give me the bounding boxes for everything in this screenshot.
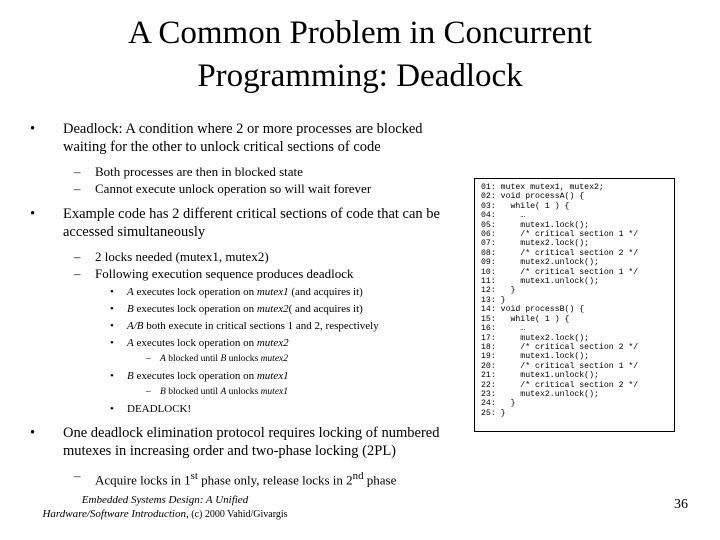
bullet-text: Example code has 2 different critical sections of code that can be accessed simultaneously [63,206,440,240]
bullet-list [30,120,460,489]
mutex-name: mutex1 [256,286,289,298]
process-name: B [220,354,227,364]
sequence-text: executes lock operation on [133,286,257,298]
mutex-name: mutex2 [256,303,289,315]
sub-bullet-text: phase [363,472,397,488]
process-name: B [127,303,134,315]
sub-bullet-text: Cannot execute unlock operation so will wait forever [95,181,372,196]
code-line: 24: } [481,399,516,409]
title-line-2: Programming: Deadlock [197,58,523,94]
dash-mark: – [146,387,151,397]
sequence-item [30,369,460,383]
code-line: 04: … [481,211,526,221]
sub-bullet [30,266,460,282]
dash-mark: – [74,468,81,483]
bullet-mark: • [110,370,114,382]
superscript: nd [352,470,364,482]
sequence-item [30,336,460,350]
sequence-text: (and acquires it) [288,286,363,298]
code-line: 13: } [481,295,506,305]
mutex-name: mutex1 [260,387,288,397]
bullet-mark: • [30,425,36,441]
code-line: 08: /* critical section 2 */ [481,248,639,258]
sequence-item [30,285,460,299]
sequence-text: blocked until [165,387,221,397]
bullet-mark: • [110,320,114,332]
bullet-deadlock-elimination [30,424,460,460]
sequence-text: executes lock operation on [133,303,257,315]
sequence-text: executes lock operation on [133,370,257,382]
footer-copyright: (c) 2000 Vahid/Givargis [188,509,288,520]
mutex-name: mutex2 [256,337,289,349]
code-line: 25: } [481,408,506,418]
dash-mark: – [74,181,81,196]
sub-bullet-text: Following execution sequence produces deadlock [95,266,354,281]
deadlock-label: DEADLOCK! [127,403,192,415]
dash-mark: – [74,249,81,264]
sequence-text: ( and acquires it) [288,303,363,315]
code-line: 15: while( 1 ) { [481,314,570,324]
code-line: 14: void processB() { [481,305,585,315]
slide-title [0,12,720,98]
sequence-text: unlocks [226,354,261,364]
bullet-mark: • [30,206,36,222]
code-line: 20: /* critical section 1 */ [481,361,639,371]
code-line: 19: mutex1.lock(); [481,352,590,362]
sub-bullet [30,164,460,180]
code-line: 21: mutex1.unlock(); [481,371,599,381]
sub-bullet-text: phase only, release locks in 2 [197,472,353,488]
bullet-text: One deadlock elimination protocol requires locking of numbered mutexes in increasing order and two-phase locking (2PL) [63,425,440,459]
code-line: 09: mutex2.unlock(); [481,258,599,268]
process-name: B [127,370,134,382]
bullet-mark: • [110,403,114,415]
bullet-mark: • [110,303,114,315]
mutex-name: mutex2 [260,354,288,364]
bullet-mark: • [110,337,114,349]
bullet-mark: • [30,121,36,137]
code-line: 06: /* critical section 1 */ [481,230,639,240]
sequence-item [30,302,460,316]
code-line: 12: } [481,286,516,296]
code-line: 16: … [481,324,526,334]
code-listing [474,178,675,432]
sub-bullet [30,249,460,265]
sequence-text: both execute in critical sections 1 and 2, respectively [143,320,379,332]
code-line: 07: mutex2.lock(); [481,239,590,249]
code-line: 18: /* critical section 2 */ [481,342,639,352]
code-line: 05: mutex1.lock(); [481,220,590,230]
sequence-text: executes lock operation on [133,337,257,349]
bullet-text: Deadlock: A condition where 2 or more processes are blocked waiting for the other to unlock critical sections of code [63,121,423,155]
sub-bullet-text: Both processes are then in blocked state [95,164,303,179]
process-name: A [127,286,134,298]
bullet-mark: • [110,286,114,298]
mutex-name: mutex1 [256,370,289,382]
process-name: A [220,387,227,397]
page-number: 36 [674,497,688,512]
code-line: 11: mutex1.unlock(); [481,277,599,287]
code-line: 03: while( 1 ) { [481,201,570,211]
process-name: A/B [127,320,144,332]
code-line: 22: /* critical section 2 */ [481,380,639,390]
dash-mark: – [146,354,151,364]
dash-mark: – [74,266,81,281]
code-line: 10: /* critical section 1 */ [481,267,639,277]
sequence-item [30,319,460,333]
process-name: A [127,337,134,349]
sequence-sub-item [30,386,460,398]
dash-mark: – [74,164,81,179]
process-name: B [160,387,166,397]
sequence-sub-item [30,353,460,365]
footer [0,493,330,522]
sub-bullet-text: Acquire locks in 1 [95,472,191,488]
bullet-deadlock-definition [30,120,460,156]
sub-bullet-text: 2 locks needed (mutex1, mutex2) [95,249,269,264]
code-line: 23: mutex2.unlock(); [481,389,599,399]
sub-bullet [30,468,460,488]
superscript: st [190,470,198,482]
footer-line-2 [0,507,330,522]
code-line: 17: mutex2.lock(); [481,333,590,343]
process-name: A [160,354,166,364]
code-line: 01: mutex mutex1, mutex2; [481,183,604,192]
title-line-1: A Common Problem in Concurrent [128,15,592,51]
footer-book-title: Hardware/Software Introduction, [42,508,189,520]
sequence-item [30,402,460,416]
sequence-text: unlocks [226,387,261,397]
sequence-text: blocked until [165,354,221,364]
code-line: 02: void processA() { [481,192,585,202]
sub-bullet [30,181,460,197]
footer-line-1: Embedded Systems Design: A Unified [81,494,249,506]
bullet-example-code [30,205,460,241]
